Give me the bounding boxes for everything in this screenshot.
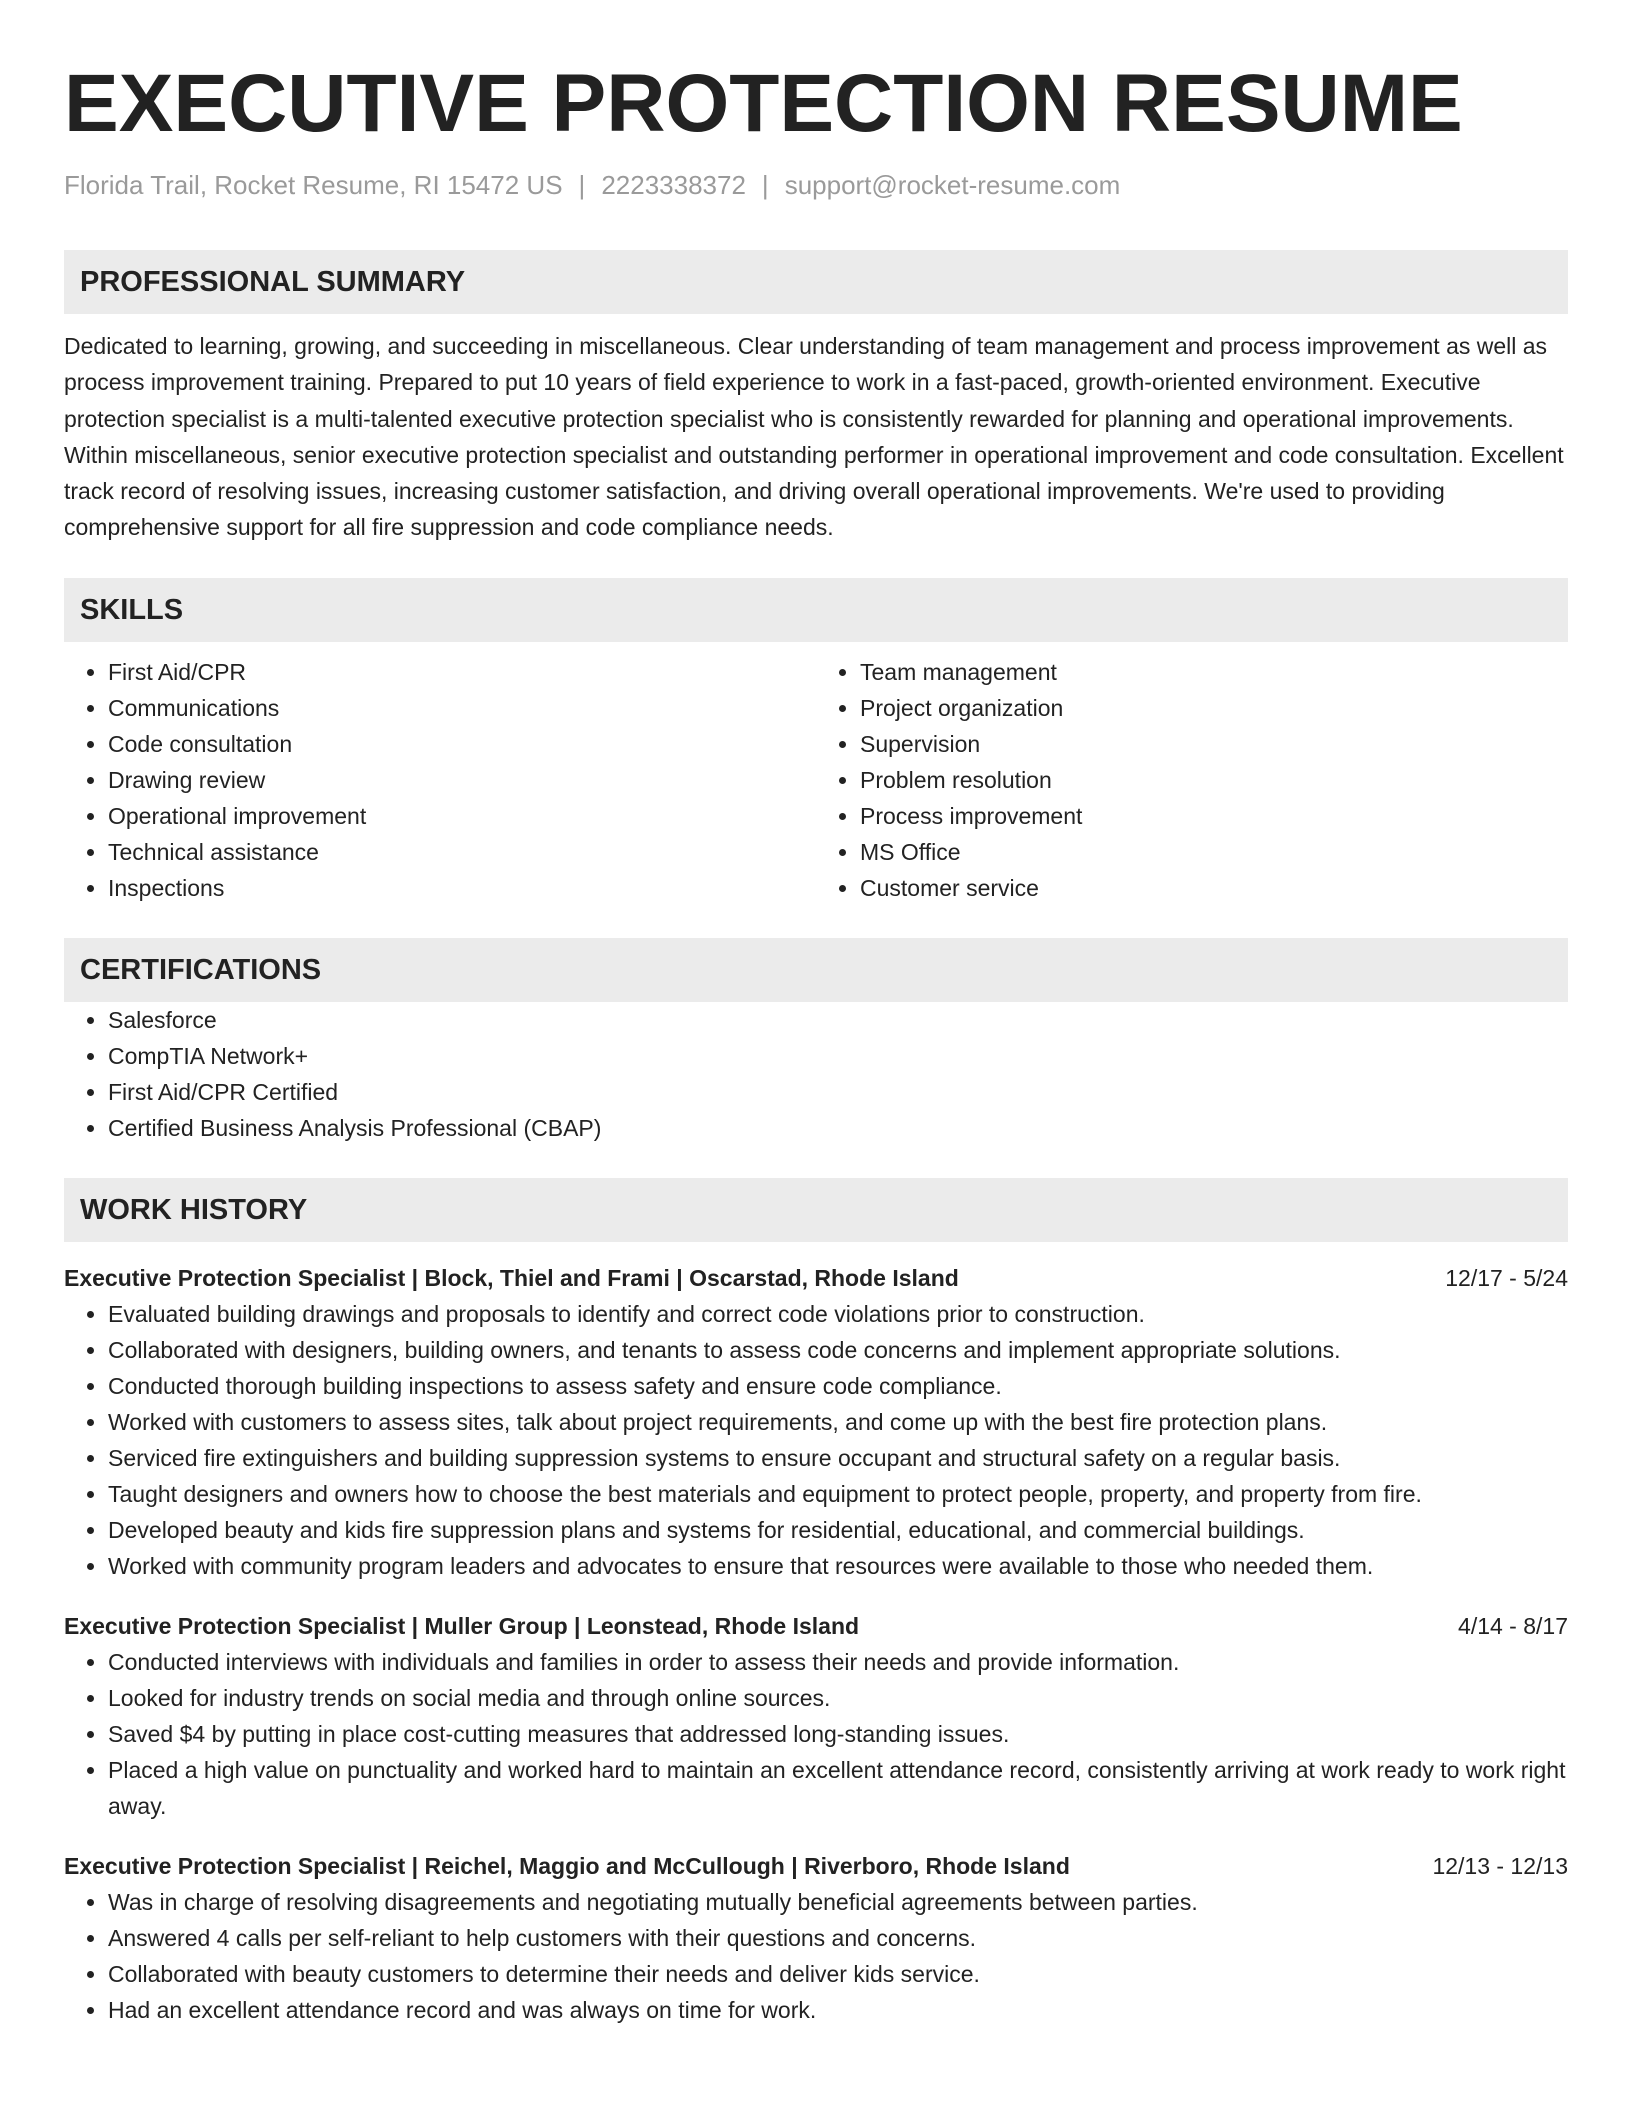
section-header-summary: PROFESSIONAL SUMMARY	[64, 250, 1568, 314]
job-bullet: • Placed a high value on punctuality and worked hard to maintain an excellent attendance record, consistently arriving at work ready to work right away.	[108, 1752, 1568, 1824]
job-bullet: • Evaluated building drawings and proposals to identify and correct code violations prior to construction.	[108, 1296, 1568, 1332]
job-bullet: • Taught designers and owners how to choose the best materials and equipment to protect people, property, and property from fire.	[108, 1476, 1568, 1512]
job-bullets	[64, 1296, 1568, 1584]
job-dates: 12/13 - 12/13	[1432, 1852, 1568, 1879]
skill-item: • First Aid/CPR	[108, 654, 816, 690]
certification-item: • Certified Business Analysis Professional (CBAP)	[108, 1110, 1568, 1146]
job-dates: 12/17 - 5/24	[1445, 1264, 1568, 1291]
job-title: Executive Protection Specialist | Block, Thiel and Frami | Oscarstad, Rhode Island	[64, 1264, 959, 1291]
contact-phone: 2223338372	[601, 170, 746, 200]
job-entry	[64, 1260, 1568, 1584]
skill-item: • Project organization	[860, 690, 1568, 726]
job-bullet: • Serviced fire extinguishers and building suppression systems to ensure occupant and structural safety on a regular basis.	[108, 1440, 1568, 1476]
job-bullet: • Had an excellent attendance record and was always on time for work.	[108, 1992, 1568, 2028]
job-entry	[64, 1608, 1568, 1824]
job-bullet: • Conducted thorough building inspections to assess safety and ensure code compliance.	[108, 1368, 1568, 1404]
skill-item: • Drawing review	[108, 762, 816, 798]
job-bullet: • Saved $4 by putting in place cost-cutting measures that addressed long-standing issues.	[108, 1716, 1568, 1752]
job-bullet: • Collaborated with beauty customers to determine their needs and deliver kids service.	[108, 1956, 1568, 1992]
contact-line	[64, 168, 1568, 202]
skill-item: • Operational improvement	[108, 798, 816, 834]
job-bullet: • Looked for industry trends on social media and through online sources.	[108, 1680, 1568, 1716]
section-header-certifications: CERTIFICATIONS	[64, 938, 1568, 1002]
skill-item: • Inspections	[108, 870, 816, 906]
skill-item: • Problem resolution	[860, 762, 1568, 798]
skill-item: • Communications	[108, 690, 816, 726]
job-dates: 4/14 - 8/17	[1458, 1612, 1568, 1639]
section-header-work-history: WORK HISTORY	[64, 1178, 1568, 1242]
job-bullet: • Worked with community program leaders and advocates to ensure that resources were available to those who needed them.	[108, 1548, 1568, 1584]
certification-item: • CompTIA Network+	[108, 1038, 1568, 1074]
certification-item: • First Aid/CPR Certified	[108, 1074, 1568, 1110]
resume-title: EXECUTIVE PROTECTION RESUME	[64, 58, 1463, 149]
job-bullet: • Conducted interviews with individuals and families in order to assess their needs and provide information.	[108, 1644, 1568, 1680]
job-bullets	[64, 1884, 1568, 2028]
skills-columns	[64, 654, 1568, 906]
job-bullet: • Was in charge of resolving disagreements and negotiating mutually beneficial agreements between parties.	[108, 1884, 1568, 1920]
job-bullet: • Collaborated with designers, building owners, and tenants to assess code concerns and implement appropriate solutions.	[108, 1332, 1568, 1368]
job-bullet: • Developed beauty and kids fire suppression plans and systems for residential, educational, and commercial buildings.	[108, 1512, 1568, 1548]
section-header-skills: SKILLS	[64, 578, 1568, 642]
contact-separator: |	[578, 170, 586, 200]
skills-list-right	[816, 654, 1568, 906]
contact-email: support@rocket-resume.com	[784, 170, 1121, 200]
skill-item: • Code consultation	[108, 726, 816, 762]
skill-item: • Supervision	[860, 726, 1568, 762]
contact-address: Florida Trail, Rocket Resume, RI 15472 US	[64, 170, 563, 200]
job-heading	[64, 1260, 1568, 1296]
job-entry	[64, 1848, 1568, 2028]
job-title: Executive Protection Specialist | Reichel, Maggio and McCullough | Riverboro, Rhode Island	[64, 1852, 1070, 1879]
job-heading	[64, 1608, 1568, 1644]
skill-item: • Technical assistance	[108, 834, 816, 870]
contact-separator: |	[761, 170, 769, 200]
skill-item: • MS Office	[860, 834, 1568, 870]
skill-item: • Process improvement	[860, 798, 1568, 834]
job-heading	[64, 1848, 1568, 1884]
job-bullet: • Worked with customers to assess sites, talk about project requirements, and come up with the best fire protection plans.	[108, 1404, 1568, 1440]
certification-item: • Salesforce	[108, 1002, 1568, 1038]
job-bullet: • Answered 4 calls per self-reliant to help customers with their questions and concerns.	[108, 1920, 1568, 1956]
skill-item: • Customer service	[860, 870, 1568, 906]
skill-item: • Team management	[860, 654, 1568, 690]
job-title: Executive Protection Specialist | Muller Group | Leonstead, Rhode Island	[64, 1612, 860, 1639]
summary-text: Dedicated to learning, growing, and succeeding in miscellaneous. Clear understanding of team management and process improvement as well as process improvement training. Prepared to put 10 years of field experience to work in a fast-paced, growth-oriented environment. Executive protection specialist is a multi-talented executive protection specialist who is consistently rewarded for planning and operational improvements. Within miscellaneous, senior executive protection specialist and outstanding performer in operational improvement and code consultation. Excellent track record of resolving issues, increasing customer satisfaction, and driving overall operational improvements. We're used to providing comprehensive support for all fire suppression and code compliance needs.	[64, 333, 1564, 541]
job-bullets	[64, 1644, 1568, 1824]
certifications-list	[64, 1002, 1568, 1146]
skills-list-left	[64, 654, 816, 906]
